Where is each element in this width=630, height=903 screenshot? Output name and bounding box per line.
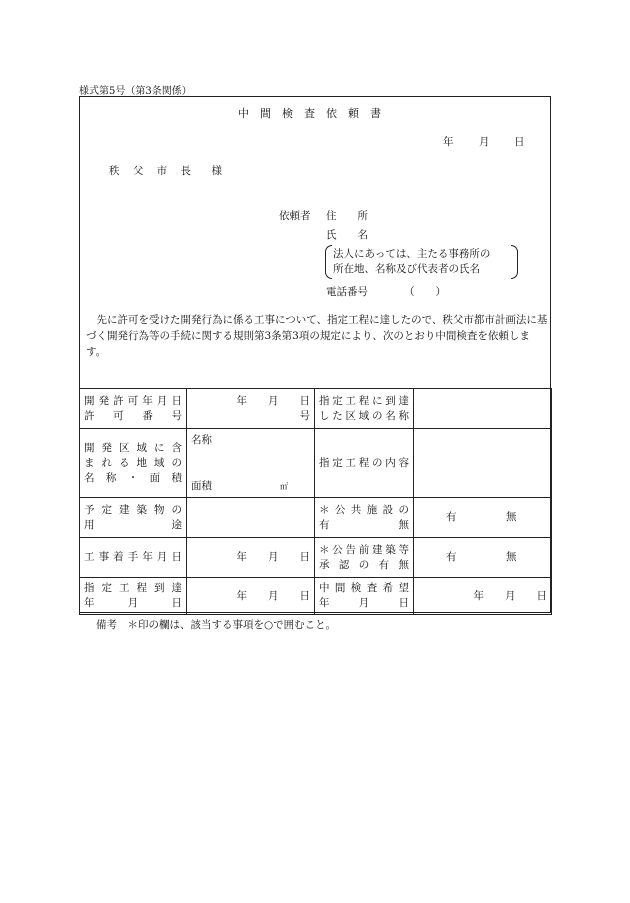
- option-no[interactable]: 無: [506, 511, 517, 523]
- process-reached-date-label: 指定工程到達 年月日: [80, 578, 187, 615]
- corporation-note: [325, 245, 518, 279]
- process-reached-date-field[interactable]: 年 月 日: [187, 578, 315, 615]
- applicant-address-label: 住 所: [326, 210, 368, 222]
- dev-area-label: 開発区域に含 まれる地域の 名称・面積: [80, 429, 187, 498]
- table-row: [80, 389, 552, 429]
- page-title: 中間検査依頼書: [238, 107, 392, 120]
- date-month: 月: [479, 136, 490, 148]
- details-table: [79, 388, 552, 615]
- table-row: [80, 538, 552, 578]
- corporation-note-line2: 所在地、名称及び代表者の氏名: [333, 263, 480, 275]
- public-facility-choice[interactable]: [414, 498, 552, 538]
- permit-date-number-field[interactable]: 年 月 日 号: [187, 389, 315, 429]
- pre-notice-approval-choice[interactable]: [414, 538, 552, 578]
- desired-inspection-date-label: 中間検査希望 年月日: [315, 578, 414, 615]
- area-name-label: 名称: [191, 434, 212, 446]
- construction-start-label: 工事着手年月日: [80, 538, 187, 578]
- planned-building-label: 予定建築物の 用途: [80, 498, 187, 538]
- date-year: 年: [443, 136, 454, 148]
- option-yes[interactable]: 有: [446, 511, 457, 523]
- phone-label: 電話番号: [326, 286, 368, 298]
- applicant-label: 依頼者: [279, 210, 311, 222]
- reached-area-label: 指定工程に到達 した区域の名称: [315, 389, 414, 429]
- date-day: 日: [514, 136, 525, 148]
- option-no[interactable]: 無: [506, 551, 517, 563]
- form-frame: [79, 96, 551, 613]
- process-content-label: 指定工程の内容: [315, 429, 414, 498]
- reached-area-field[interactable]: [414, 389, 552, 429]
- dev-area-field[interactable]: [187, 429, 315, 498]
- permit-date-number-label: 開発許可年月日 許可番号: [80, 389, 187, 429]
- pre-notice-approval-label: ＊公告前建築等 承認の有無: [315, 538, 414, 578]
- desired-inspection-date-field[interactable]: 年 月 日: [414, 578, 552, 615]
- form-code: 様式第5号（第3条関係）: [79, 86, 192, 97]
- phone-parens: （ ）: [404, 286, 446, 298]
- planned-building-field[interactable]: [187, 498, 315, 538]
- construction-start-field[interactable]: 年 月 日: [187, 538, 315, 578]
- applicant-name-label: 氏 名: [326, 229, 368, 241]
- footnote: 備考 ＊印の欄は、該当する事項を○で囲むこと。: [96, 619, 337, 631]
- addressee: 秩 父 市 長 様: [109, 165, 228, 177]
- option-yes[interactable]: 有: [446, 551, 457, 563]
- corporation-note-line1: 法人にあっては、主たる事務所の: [333, 248, 491, 260]
- public-facility-label: ＊公共施設の 有無: [315, 498, 414, 538]
- area-size-label: 面積: [191, 480, 212, 492]
- process-content-field[interactable]: [414, 429, 552, 498]
- request-body-text: 先に許可を受けた開発行為に係る工事について、指定工程に達したので、秩父市都市計画法に基づく開発行為等の手続に関する規則第3条第3項の規定により、次のとおり中間検査を依頼します。: [86, 314, 548, 358]
- table-row: [80, 498, 552, 538]
- table-row: [80, 578, 552, 615]
- area-unit: ㎡: [280, 482, 288, 491]
- table-row: [80, 429, 552, 498]
